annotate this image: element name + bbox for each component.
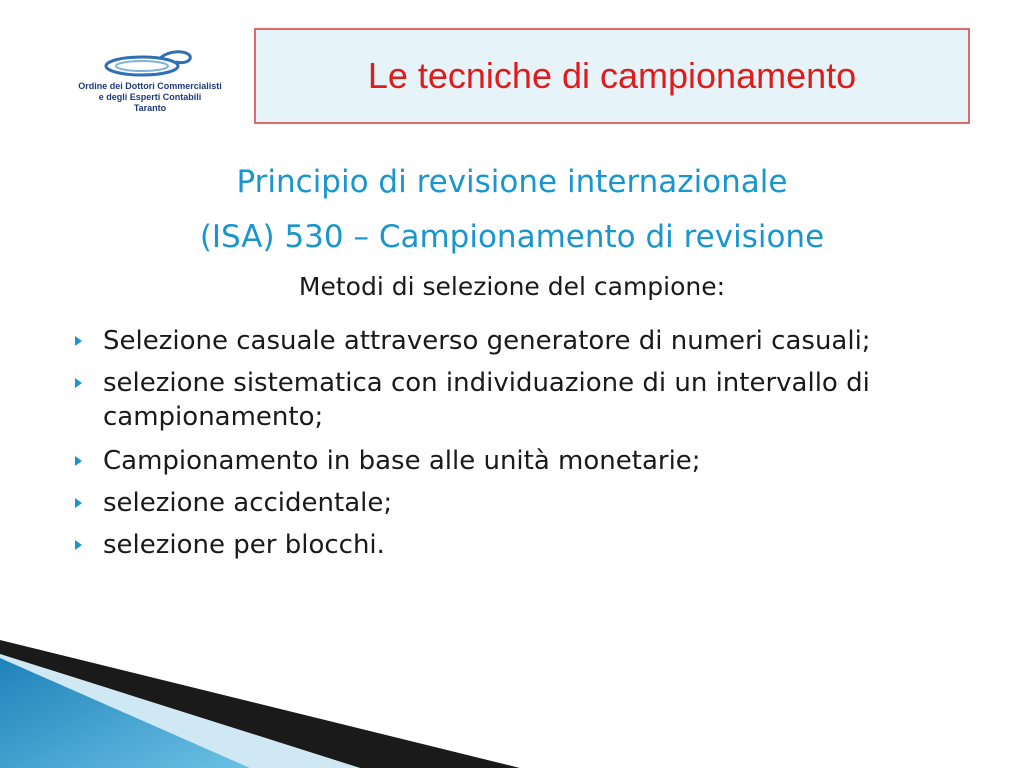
triangle-right-icon [75, 336, 82, 346]
triangle-right-icon [75, 456, 82, 466]
logo-text [60, 81, 240, 114]
bullet-text: selezione sistematica con individuazione di un intervallo di campionamento; [103, 368, 870, 432]
triangle-right-icon [75, 498, 82, 508]
triangle-right-icon [75, 540, 82, 550]
bullet-item [72, 318, 972, 364]
logo-line: Taranto [133, 103, 167, 113]
bullet-item [72, 366, 972, 434]
bullet-text: selezione accidentale; [103, 488, 393, 518]
swirl-logo-icon [102, 48, 198, 82]
bullet-text: selezione per blocchi. [103, 530, 385, 560]
bullet-item [72, 486, 972, 520]
bullet-text: Campionamento in base alle unità monetarie; [103, 446, 701, 476]
bullet-list [72, 318, 972, 562]
decorative-swoosh [0, 640, 520, 768]
bullet-item [72, 528, 972, 562]
bullet-item [72, 444, 972, 478]
organization-logo [60, 48, 240, 116]
heading-line-1: Principio di revisione internazionale [236, 164, 788, 200]
slide-title: Le tecniche di campionamento [367, 55, 857, 96]
subheading: Metodi di selezione del campione: [298, 272, 726, 301]
logo-line: e degli Esperti Contabili [98, 92, 202, 102]
bullet-text: Selezione casuale attraverso generatore di numeri casuali; [103, 326, 871, 356]
heading-line-2: (ISA) 530 – Campionamento di revisione [199, 219, 825, 255]
triangle-right-icon [75, 378, 82, 388]
title-box [254, 28, 970, 124]
logo-line: Ordine dei Dottori Commercialisti [78, 81, 222, 91]
